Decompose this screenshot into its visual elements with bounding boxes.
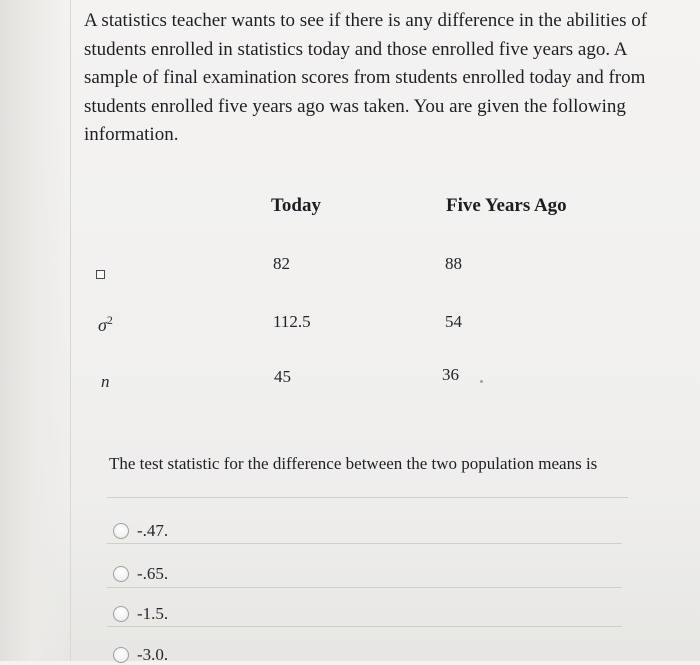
mean-five-years-ago: 88 xyxy=(445,254,462,273)
answer-option-1[interactable] xyxy=(113,521,168,541)
prompt-separator xyxy=(107,497,628,498)
answer-separator-3 xyxy=(107,626,622,627)
question-prompt: The test statistic for the difference between the two population means is xyxy=(109,454,598,473)
left-gutter xyxy=(0,0,71,661)
sigma-superscript: 2 xyxy=(106,313,113,327)
answer-separator-1 xyxy=(107,543,622,544)
answer-option-3[interactable] xyxy=(113,604,168,624)
answer-separator-2 xyxy=(107,587,622,588)
sample-size-today: 45 xyxy=(274,367,291,386)
decorative-dot xyxy=(480,380,483,383)
column-header-five-years-ago: Five Years Ago xyxy=(446,195,567,216)
variance-five-years-ago: 54 xyxy=(445,312,462,331)
radio-button-icon[interactable] xyxy=(113,566,129,582)
column-header-today: Today xyxy=(271,195,321,216)
radio-button-icon[interactable] xyxy=(113,606,129,622)
answer-option-3-label: -1.5. xyxy=(137,604,169,623)
sample-size-five-years-ago: 36 xyxy=(442,365,459,384)
answer-option-1-label: -.47. xyxy=(137,521,169,540)
sigma-symbol: σ xyxy=(98,315,107,335)
radio-button-icon[interactable] xyxy=(113,523,129,539)
answer-option-4-label: -3.0. xyxy=(137,645,169,664)
variance-today: 112.5 xyxy=(273,312,311,331)
missing-symbol-icon xyxy=(96,270,105,279)
answer-option-2[interactable] xyxy=(113,564,168,584)
sample-size-label: n xyxy=(101,372,110,391)
answer-option-4[interactable] xyxy=(113,645,168,665)
mean-today: 82 xyxy=(273,254,290,273)
question-text: A statistics teacher wants to see if there is any difference in the abilities of students enrolled in statistics today and those enrolled five years ago. A sample of final examination scores from students enrolled today and from students enrolled five years ago was taken. You are given the following information. xyxy=(84,10,648,145)
answer-option-2-label: -.65. xyxy=(137,564,169,583)
sigma-squared-label xyxy=(98,313,113,336)
